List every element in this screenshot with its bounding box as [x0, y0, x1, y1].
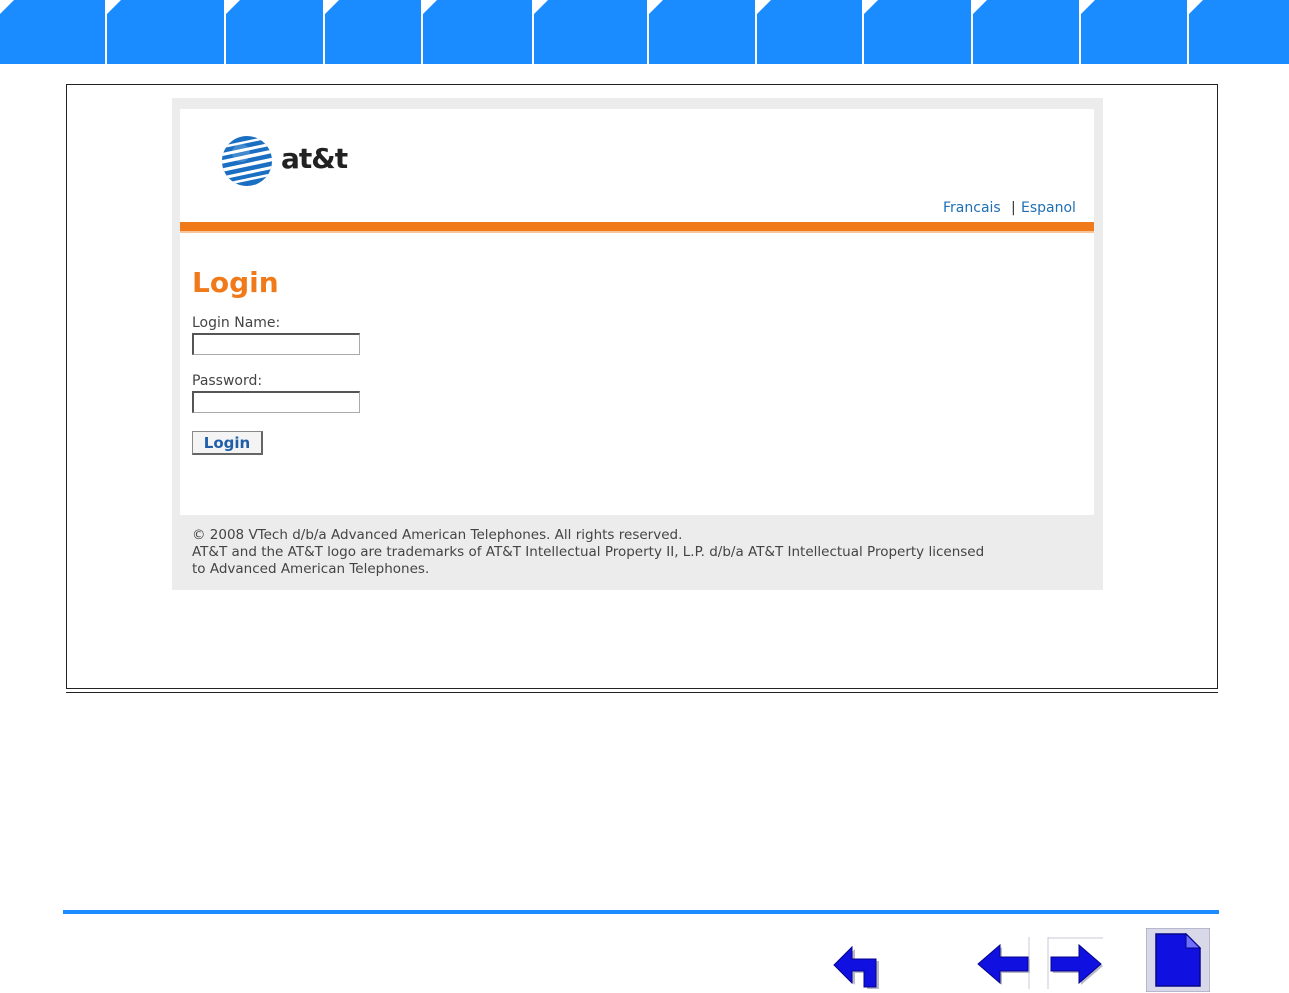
trademark-line: AT&T and the AT&T logo are trademarks of AT&T Intellectual Property II, L.P. d/b/a AT&T Intellectual Property licensed — [192, 544, 985, 560]
right-arrow-icon[interactable] — [1047, 937, 1103, 989]
tab-1[interactable] — [0, 0, 105, 64]
espanol-link[interactable]: Espanol — [1021, 200, 1076, 216]
bottom-blue-rule — [63, 910, 1219, 914]
tab-12[interactable] — [1189, 0, 1289, 64]
language-separator: | — [1011, 200, 1016, 216]
left-arrow-icon[interactable] — [976, 937, 1030, 989]
tab-10[interactable] — [973, 0, 1079, 64]
francais-link[interactable]: Francais — [943, 200, 1001, 216]
login-name-label: Login Name: — [192, 315, 281, 331]
trademark-line-2: to Advanced American Telephones. — [192, 561, 430, 577]
att-brand-text: at&t — [281, 142, 348, 175]
tab-3[interactable] — [226, 0, 323, 64]
password-label: Password: — [192, 373, 263, 389]
tab-8[interactable] — [757, 0, 862, 64]
frame-underline — [66, 692, 1218, 693]
header-orange-bar — [180, 222, 1094, 231]
page-icon[interactable] — [1146, 928, 1210, 992]
login-heading: Login — [192, 266, 279, 299]
top-tab-strip — [0, 0, 1289, 64]
tab-7[interactable] — [649, 0, 755, 64]
tab-6[interactable] — [534, 0, 647, 64]
tab-5[interactable] — [423, 0, 532, 64]
tab-11[interactable] — [1081, 0, 1187, 64]
header-orange-underline — [180, 231, 1094, 233]
tab-9[interactable] — [864, 0, 971, 64]
tab-2[interactable] — [107, 0, 224, 64]
att-globe-icon — [221, 135, 273, 187]
tab-4[interactable] — [325, 0, 421, 64]
copyright-line: © 2008 VTech d/b/a Advanced American Telephones. All rights reserved. — [192, 527, 683, 543]
login-button[interactable]: Login — [192, 431, 263, 455]
return-arrow-icon[interactable] — [832, 937, 884, 989]
password-input[interactable] — [192, 391, 360, 413]
login-name-input[interactable] — [192, 333, 360, 355]
